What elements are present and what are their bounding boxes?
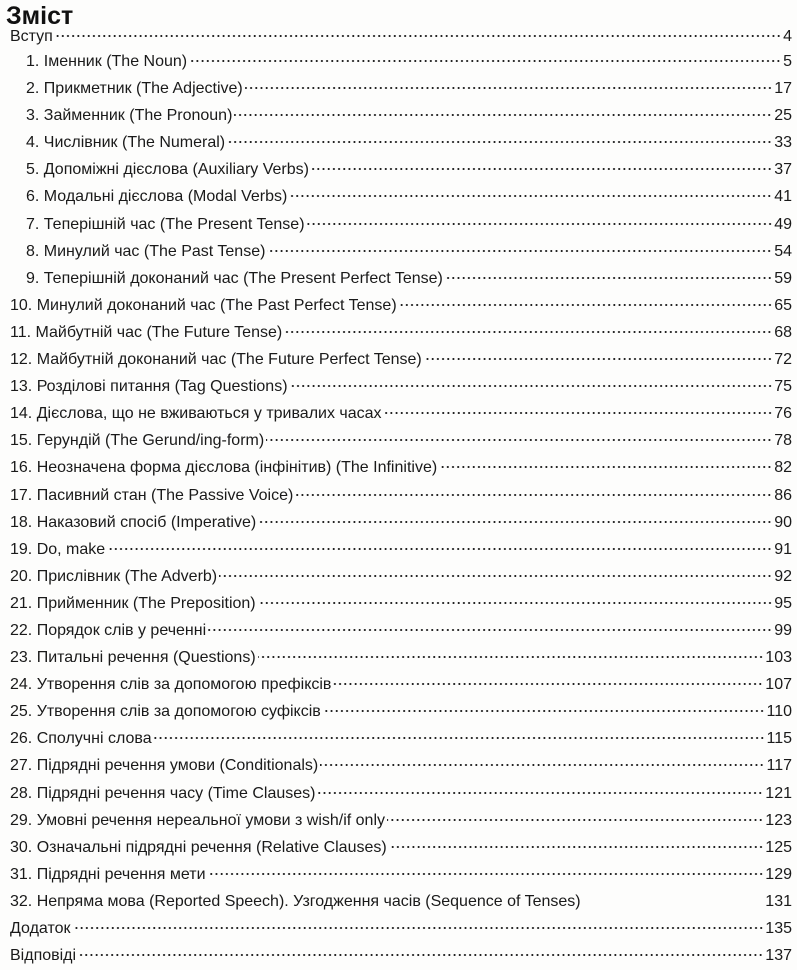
dot-leader [323,710,765,712]
toc-entry-label: 29. Умовні речення нереальної умови з wish/if only [10,811,386,829]
toc-entry-page: 59 [774,269,792,287]
toc-entry-page: 125 [765,838,792,856]
toc-entry-page: 95 [774,594,792,612]
toc-entry-label: 31. Підрядні речення мети [10,865,206,883]
dot-leader [154,737,765,739]
toc-entry-page: 17 [774,80,792,98]
toc-entry-page: 5 [783,53,792,70]
toc-entry-page: 107 [765,676,792,694]
dot-leader [307,223,773,225]
dot-leader [234,114,772,116]
toc-entry-page: 91 [774,540,792,558]
toc-entry-label: 19. Do, make [10,540,106,558]
dot-leader [317,792,763,794]
dot-leader [333,683,763,685]
dot-leader [424,358,772,360]
dot-leader [258,602,773,604]
toc-entry[interactable] [10,26,792,48]
toc-entry-label: 27. Підрядні речення умови (Conditionals) [10,757,319,775]
toc-entry[interactable] [10,590,792,617]
toc-entry[interactable] [10,102,792,129]
toc-entry[interactable] [10,373,792,400]
dot-leader [55,35,781,37]
toc-entry[interactable] [10,427,792,454]
toc-entry-label: 12. Майбутній доконаний час (The Future Perfect Tense) [10,351,422,369]
toc-entry-label: 32. Непряма мова (Reported Speech). Узгодження часів (Sequence of Tenses) [10,892,581,910]
toc-entry-label: 6. Модальні дієслова (Modal Verbs) [26,188,288,206]
toc-entry-page: 131 [765,892,792,910]
dot-leader [245,87,772,89]
dot-leader [78,954,763,956]
toc-entry[interactable] [10,942,792,969]
toc-entry[interactable] [10,292,792,319]
toc-entry-page: 76 [774,405,792,423]
toc-entry-label: 14. Дієслова, що не вживаються у тривалих часах [10,405,382,423]
toc-entry-page: 135 [765,920,792,937]
dot-leader [387,819,763,821]
toc-entry[interactable] [10,454,792,481]
toc-entry-label: 4. Числівник (The Numeral) [26,134,226,152]
toc-entry[interactable] [10,752,792,779]
dot-leader [389,846,764,848]
dot-leader [208,629,772,631]
toc-entry[interactable] [10,129,792,156]
toc-entry-label: 5. Допоміжні дієслова (Auxiliary Verbs) [26,161,309,179]
toc-entry-page: 49 [774,215,792,233]
toc-entry[interactable] [10,780,792,807]
toc-entry[interactable] [10,536,792,563]
toc-entry-label: 22. Порядок слів у реченні [10,621,207,639]
toc-entry-page: 99 [774,621,792,639]
dot-leader [258,521,772,523]
toc-entry-page: 115 [766,730,792,748]
toc-entry-label: 9. Теперішній доконаний час (The Present Perfect Tense) [26,269,443,287]
toc-entry-page: 33 [774,134,792,152]
toc-entry[interactable] [10,915,792,942]
toc-entry-page: 54 [774,242,792,260]
toc-entry-label: 7. Теперішній час (The Present Tense) [26,215,305,233]
toc-entry-label: 2. Прикметник (The Adjective) [26,80,243,98]
dot-leader [445,277,772,279]
toc-entry-label: Додаток [10,920,71,937]
dot-leader [295,494,772,496]
toc-entry[interactable] [10,238,792,265]
toc-entry-page: 92 [774,567,792,585]
dot-leader [289,195,772,197]
dot-leader [73,927,764,929]
dot-leader [267,250,772,252]
toc-entry-label: 18. Наказовий спосіб (Imperative) [10,513,257,531]
toc-entry-label: 28. Підрядні речення часу (Time Clauses) [10,784,316,802]
toc-entry-label: 3. Займенник (The Pronoun) [26,107,233,125]
toc-entry-label: 10. Минулий доконаний час (The Past Perfect Tense) [10,296,397,314]
table-of-contents [10,26,792,969]
dot-leader [189,60,781,62]
dot-leader [258,656,764,658]
toc-entry-page: 72 [774,351,792,369]
toc-entry-label: Вступ [10,28,53,45]
toc-entry-label: 26. Сполучні слова [10,730,152,748]
toc-entry-label: 20. Прислівник (The Adverb) [10,567,218,585]
toc-entry[interactable] [10,671,792,698]
toc-entry-page: 137 [765,947,792,965]
toc-entry[interactable] [10,834,792,861]
dot-leader [399,304,773,306]
toc-entry-label: 1. Іменник (The Noun) [26,53,188,70]
toc-entry-label: 21. Прийменник (The Preposition) [10,594,256,612]
page-title: Зміст [6,2,74,30]
toc-entry-page: 65 [774,296,792,314]
toc-entry-label: 16. Неозначена форма дієслова (інфінітив) (The Infinitive) [10,459,438,477]
toc-entry-page: 123 [765,811,792,829]
toc-entry[interactable] [10,400,792,427]
toc-entry-page: 78 [774,432,792,450]
toc-entry-page: 121 [765,784,792,802]
toc-entry-label: 8. Минулий час (The Past Tense) [26,242,266,260]
toc-entry[interactable] [10,482,792,509]
toc-entry-label: Відповіді [10,947,77,965]
toc-entry-page: 4 [783,28,792,45]
toc-entry-page: 25 [774,107,792,125]
toc-entry[interactable] [10,725,792,752]
dot-leader [107,548,772,550]
toc-entry-page: 110 [766,703,792,721]
toc-entry[interactable] [10,617,792,644]
toc-entry[interactable] [10,211,792,238]
toc-entry-label: 30. Означальні підрядні речення (Relative Clauses) [10,838,387,856]
toc-entry[interactable] [10,861,792,888]
toc-entry-page: 103 [765,649,792,667]
toc-entry[interactable] [10,48,792,75]
toc-entry[interactable] [10,644,792,671]
toc-entry-page: 82 [774,459,792,477]
toc-entry[interactable] [10,346,792,373]
dot-leader [384,412,773,414]
toc-entry-label: 23. Питальні речення (Questions) [10,649,256,667]
toc-entry-page: 75 [774,378,792,396]
toc-entry-page: 41 [774,188,792,206]
toc-entry-label: 13. Розділові питання (Tag Questions) [10,378,288,396]
toc-entry[interactable] [10,319,792,346]
toc-entry-page: 68 [774,323,792,341]
toc-entry-label: 17. Пасивний стан (The Passive Voice) [10,486,294,504]
toc-entry-page: 117 [766,757,792,775]
toc-entry-page: 129 [765,865,792,883]
toc-entry[interactable] [10,75,792,102]
dot-leader [219,575,772,577]
toc-entry-page: 37 [774,161,792,179]
dot-leader [208,873,764,875]
toc-entry-label: 24. Утворення слів за допомогою префіксів [10,676,332,694]
toc-entry[interactable] [10,509,792,536]
dot-leader [290,385,773,387]
dot-leader [284,331,772,333]
dot-leader [311,168,772,170]
dot-leader [439,466,772,468]
toc-entry[interactable] [10,888,792,915]
toc-entry-label: 25. Утворення слів за допомогою суфіксів [10,703,321,721]
toc-entry-page: 86 [774,486,792,504]
toc-entry[interactable] [10,156,792,183]
toc-entry[interactable] [10,807,792,834]
toc-entry-label: 11. Майбутній час (The Future Tense) [10,323,283,341]
toc-entry[interactable] [10,698,792,725]
dot-leader [320,764,764,766]
toc-entry-label: 15. Герундій (The Gerund/ing-form) [10,432,265,450]
toc-entry-page: 90 [774,513,792,531]
dot-leader [266,439,772,441]
toc-entry[interactable] [10,563,792,590]
toc-entry[interactable] [10,183,792,210]
dot-leader [227,141,772,143]
toc-entry[interactable] [10,265,792,292]
